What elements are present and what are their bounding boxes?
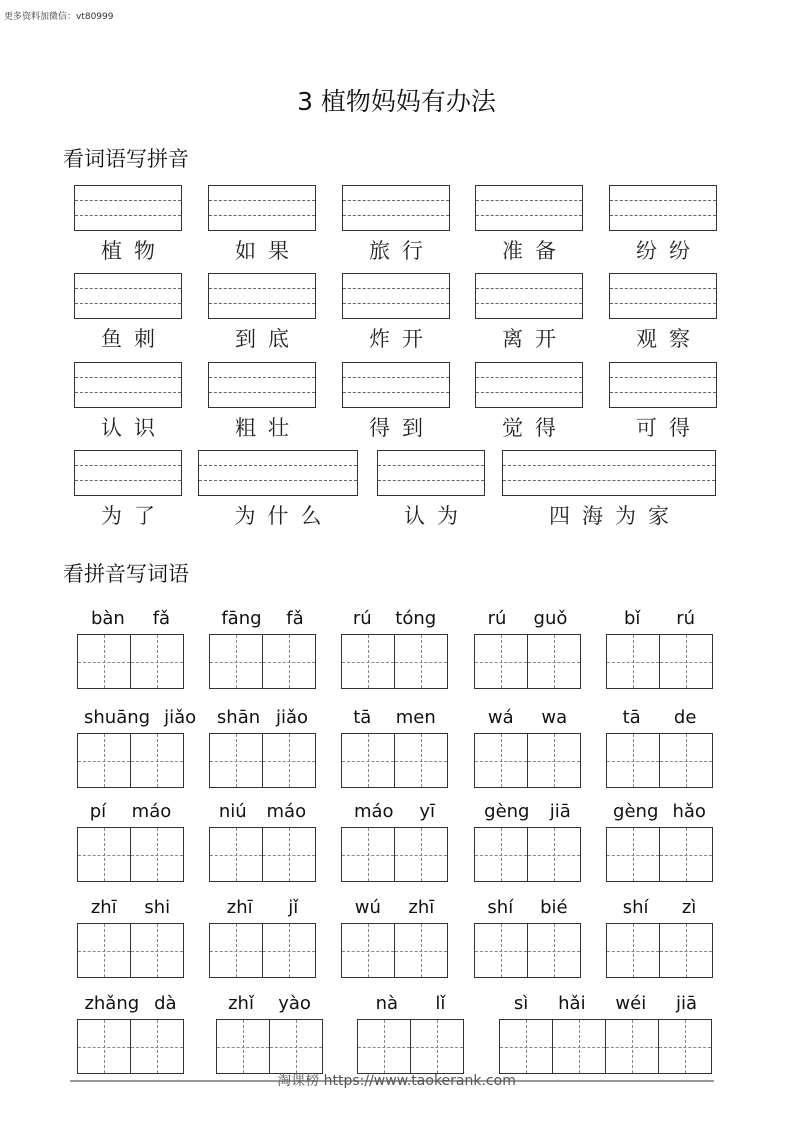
pinyin-syllable: tā [353, 707, 372, 728]
pinyin-syllable: máo [353, 801, 394, 822]
pinyin-prompt [606, 897, 713, 918]
pinyin-syllable: nà [375, 993, 399, 1014]
pinyin-prompt [341, 707, 448, 728]
pinyin-prompt [77, 608, 184, 629]
pinyin-prompt [77, 993, 184, 1014]
pinyin-syllable: tóng [395, 608, 437, 629]
pinyin-syllable: tā [622, 707, 641, 728]
character-cell[interactable] [209, 827, 263, 882]
pinyin-syllable: jiǎo [276, 707, 309, 728]
vocab-word: 认为 [404, 504, 470, 528]
character-cell[interactable] [606, 634, 660, 689]
tianzige-grid [474, 634, 581, 689]
character-cell[interactable] [394, 634, 448, 689]
character-cell[interactable] [262, 733, 316, 788]
tianzige-grid [341, 634, 448, 689]
pinyin-prompt [474, 707, 581, 728]
character-cell[interactable] [341, 634, 395, 689]
pinyin-syllable: niú [218, 801, 247, 822]
pinyin-syllable: men [395, 707, 436, 728]
pinyin-syllable: fǎ [286, 608, 304, 629]
pinyin-answer-box[interactable] [74, 450, 182, 496]
pinyin-answer-box[interactable] [198, 450, 358, 496]
pinyin-prompt [341, 608, 448, 629]
pinyin-syllable: pí [89, 801, 107, 822]
character-cell[interactable] [77, 733, 131, 788]
tianzige-grid [474, 923, 581, 978]
pinyin-syllable: shi [144, 897, 171, 918]
pinyin-prompt [606, 608, 713, 629]
tianzige-grid [209, 923, 316, 978]
character-cell[interactable] [606, 733, 660, 788]
vocab-word: 如果 [235, 239, 301, 263]
vocab-word: 准备 [502, 239, 568, 263]
pinyin-syllable: yào [278, 993, 311, 1014]
pinyin-answer-box[interactable] [342, 362, 450, 408]
pinyin-answer-box[interactable] [208, 185, 316, 231]
pinyin-syllable: zhǎng [84, 993, 140, 1014]
tianzige-grid [606, 634, 713, 689]
pinyin-syllable: zhī [90, 897, 117, 918]
character-cell[interactable] [394, 733, 448, 788]
vocab-word: 认识 [101, 416, 167, 440]
pinyin-syllable: shān [216, 707, 261, 728]
character-cell[interactable] [527, 827, 581, 882]
tianzige-grid [77, 923, 184, 978]
pinyin-syllable: guǒ [533, 608, 568, 629]
character-cell[interactable] [394, 827, 448, 882]
pinyin-syllable: jǐ [288, 897, 299, 918]
pinyin-syllable: jiǎo [164, 707, 197, 728]
pinyin-prompt [209, 608, 316, 629]
character-cell[interactable] [262, 827, 316, 882]
pinyin-syllable: gèng [613, 801, 659, 822]
pinyin-answer-box[interactable] [475, 273, 583, 319]
tianzige-grid [606, 827, 713, 882]
pinyin-syllable: fǎ [152, 608, 171, 629]
vocab-word: 可得 [636, 416, 702, 440]
character-cell[interactable] [130, 634, 184, 689]
vocab-word: 得到 [369, 416, 435, 440]
character-cell[interactable] [341, 923, 395, 978]
pinyin-answer-box[interactable] [502, 450, 716, 496]
character-cell[interactable] [209, 923, 263, 978]
tianzige-grid [209, 827, 316, 882]
page-title: 3 植物妈妈有办法 [297, 87, 496, 116]
pinyin-syllable: yī [419, 801, 436, 822]
character-cell[interactable] [341, 827, 395, 882]
pinyin-syllable: zì [681, 897, 697, 918]
character-cell[interactable] [77, 634, 131, 689]
pinyin-prompt [209, 801, 316, 822]
pinyin-syllable: rú [487, 608, 507, 629]
pinyin-prompt [341, 897, 448, 918]
pinyin-prompt [606, 707, 713, 728]
vocab-word: 纷纷 [636, 239, 702, 263]
tianzige-grid [341, 827, 448, 882]
header-note: 更多资料加微信：vt80999 [4, 12, 114, 22]
pinyin-prompt [606, 801, 713, 822]
character-cell[interactable] [262, 923, 316, 978]
pinyin-syllable: wú [354, 897, 381, 918]
pinyin-syllable: máo [266, 801, 307, 822]
pinyin-syllable: bié [540, 897, 568, 918]
pinyin-syllable: shuāng [84, 707, 151, 728]
pinyin-syllable: rú [352, 608, 372, 629]
pinyin-syllable: jiā [549, 801, 571, 822]
character-cell[interactable] [659, 733, 713, 788]
character-cell[interactable] [474, 923, 528, 978]
pinyin-syllable: máo [131, 801, 172, 822]
pinyin-prompt [77, 801, 184, 822]
pinyin-answer-box[interactable] [342, 273, 450, 319]
pinyin-syllable: bàn [90, 608, 125, 629]
pinyin-prompt [216, 993, 323, 1014]
pinyin-syllable: zhǐ [228, 993, 254, 1014]
footer-watermark: 淘课榜 https://www.taokerank.com [277, 1073, 516, 1089]
pinyin-answer-box[interactable] [342, 185, 450, 231]
pinyin-prompt [77, 897, 184, 918]
pinyin-answer-box[interactable] [208, 362, 316, 408]
character-cell[interactable] [209, 634, 263, 689]
pinyin-answer-box[interactable] [208, 273, 316, 319]
character-cell[interactable] [474, 733, 528, 788]
vocab-word: 观察 [636, 327, 702, 351]
pinyin-syllable: zhī [408, 897, 435, 918]
pinyin-prompt [209, 707, 316, 728]
pinyin-prompt [474, 801, 581, 822]
vocab-word: 植物 [101, 239, 167, 263]
pinyin-prompt [209, 897, 316, 918]
pinyin-prompt [499, 993, 712, 1014]
tianzige-grid [77, 733, 184, 788]
pinyin-syllable: bǐ [623, 608, 641, 629]
vocab-word: 炸开 [369, 327, 435, 351]
tianzige-grid [209, 634, 316, 689]
pinyin-syllable: fāng [221, 608, 262, 629]
character-cell[interactable] [130, 733, 184, 788]
character-cell[interactable] [77, 923, 131, 978]
pinyin-syllable: zhī [226, 897, 253, 918]
tianzige-grid [606, 733, 713, 788]
pinyin-answer-box[interactable] [74, 273, 182, 319]
pinyin-answer-box[interactable] [74, 185, 182, 231]
tianzige-grid [209, 733, 316, 788]
tianzige-grid [474, 733, 581, 788]
pinyin-answer-box[interactable] [609, 185, 717, 231]
character-cell[interactable] [659, 827, 713, 882]
character-cell[interactable] [394, 923, 448, 978]
character-cell[interactable] [527, 923, 581, 978]
vocab-word: 到底 [235, 327, 301, 351]
character-cell[interactable] [262, 634, 316, 689]
tianzige-grid [77, 827, 184, 882]
vocab-word: 鱼刺 [101, 327, 167, 351]
pinyin-syllable: rú [676, 608, 696, 629]
pinyin-syllable: wa [541, 707, 568, 728]
pinyin-answer-box[interactable] [609, 273, 717, 319]
pinyin-answer-box[interactable] [609, 362, 717, 408]
tianzige-grid [341, 923, 448, 978]
pinyin-syllable: de [673, 707, 697, 728]
vocab-word: 旅行 [369, 239, 435, 263]
pinyin-syllable: gèng [484, 801, 530, 822]
character-cell[interactable] [130, 923, 184, 978]
pinyin-prompt [341, 801, 448, 822]
pinyin-syllable: wá [487, 707, 514, 728]
pinyin-prompt [357, 993, 464, 1014]
character-cell[interactable] [659, 634, 713, 689]
character-cell[interactable] [527, 634, 581, 689]
pinyin-answer-box[interactable] [475, 362, 583, 408]
character-cell[interactable] [77, 827, 131, 882]
pinyin-syllable: shí [487, 897, 514, 918]
pinyin-syllable: hǎo [672, 801, 706, 822]
pinyin-prompt [77, 707, 197, 728]
pinyin-prompt [474, 897, 581, 918]
character-cell[interactable] [474, 634, 528, 689]
pinyin-syllable: wéi [615, 993, 647, 1014]
character-cell[interactable] [130, 827, 184, 882]
character-cell[interactable] [606, 923, 660, 978]
vocab-word: 四海为家 [549, 504, 681, 528]
section-title-pinyin: 看词语写拼音 [63, 147, 189, 171]
tianzige-grid [474, 827, 581, 882]
pinyin-syllable: jiā [676, 993, 698, 1014]
tianzige-grid [606, 923, 713, 978]
pinyin-syllable: hǎi [558, 993, 586, 1014]
character-cell[interactable] [474, 827, 528, 882]
character-cell[interactable] [341, 733, 395, 788]
character-cell[interactable] [527, 733, 581, 788]
pinyin-syllable: shí [622, 897, 649, 918]
vocab-word: 为了 [101, 504, 167, 528]
pinyin-syllable: sì [513, 993, 529, 1014]
pinyin-answer-box[interactable] [377, 450, 485, 496]
pinyin-syllable: dà [154, 993, 177, 1014]
character-cell[interactable] [659, 923, 713, 978]
character-cell[interactable] [606, 827, 660, 882]
character-cell[interactable] [209, 733, 263, 788]
vocab-word: 离开 [502, 327, 568, 351]
vocab-word: 为什么 [234, 504, 334, 528]
tianzige-grid [341, 733, 448, 788]
pinyin-syllable: lǐ [435, 993, 446, 1014]
vocab-word: 觉得 [502, 416, 568, 440]
tianzige-grid [77, 634, 184, 689]
pinyin-prompt [474, 608, 581, 629]
pinyin-answer-box[interactable] [74, 362, 182, 408]
pinyin-answer-box[interactable] [475, 185, 583, 231]
section-title-words: 看拼音写词语 [63, 562, 189, 586]
vocab-word: 粗壮 [235, 416, 301, 440]
